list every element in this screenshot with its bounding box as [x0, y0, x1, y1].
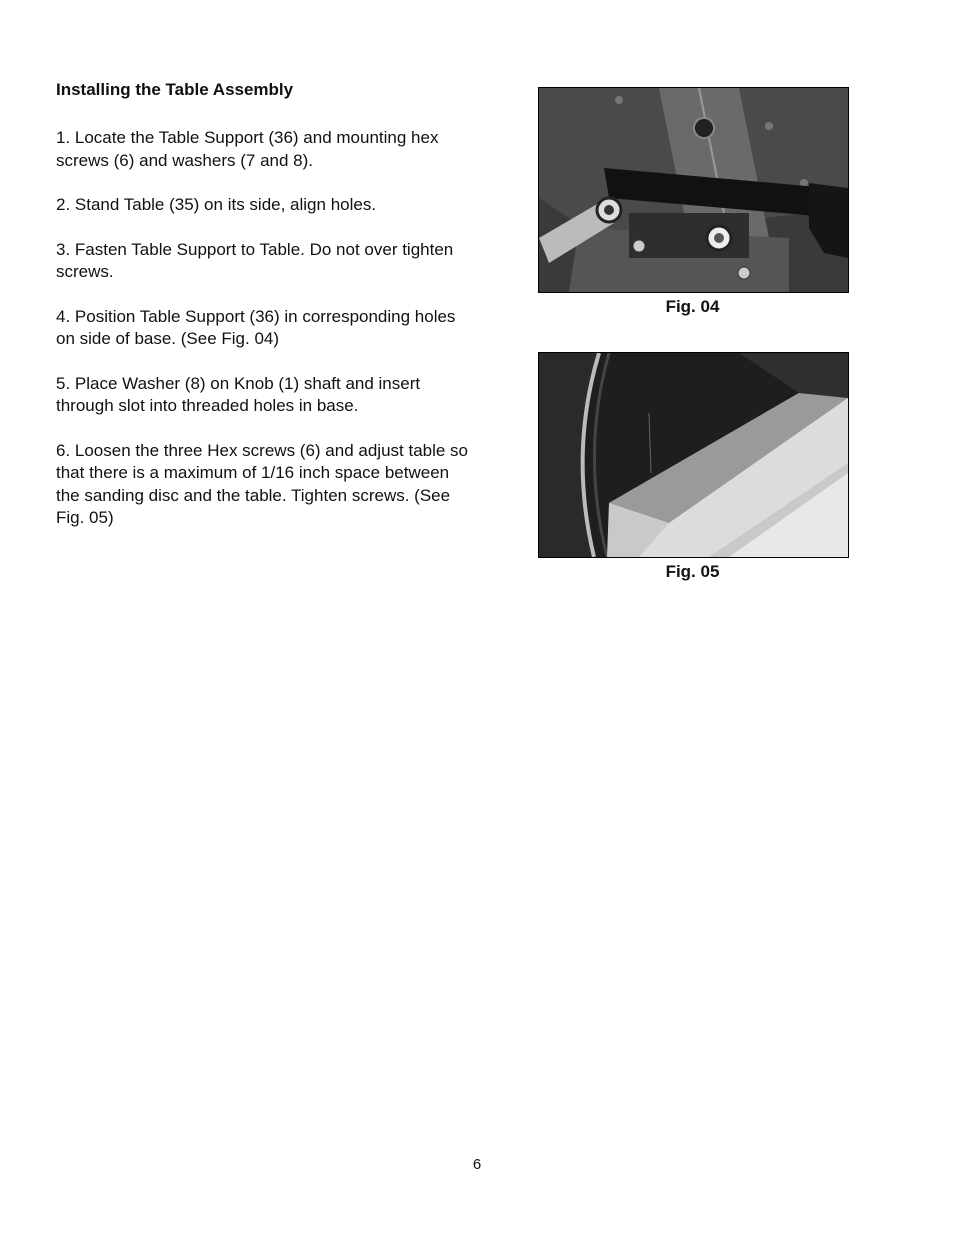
- step-4: 4. Position Table Support (36) in corresponding holes on side of base. (See Fig. 04): [56, 306, 456, 348]
- sanding-disc-table-photo: [539, 353, 848, 557]
- figure-04-caption: Fig. 04: [665, 297, 720, 316]
- section-heading: Installing the Table Assembly: [56, 80, 294, 99]
- figure-05: [538, 352, 849, 583]
- step-1: 1. Locate the Table Support (36) and mounting hex screws (6) and washers (7 and 8).: [56, 128, 439, 170]
- figure-05-photo: [538, 352, 849, 558]
- step-3: 3. Fasten Table Support to Table. Do not over tighten screws.: [56, 239, 454, 281]
- figure-05-caption: Fig. 05: [665, 562, 720, 581]
- page-number: 6: [472, 1156, 482, 1173]
- step-6: 6. Loosen the three Hex screws (6) and adjust table so that there is a maximum of 1/16 inch space between the sanding disc and the table. Tighten screws. (See Fig. 05): [56, 440, 469, 527]
- instructions-column: [56, 79, 476, 552]
- figure-04: [538, 87, 849, 318]
- step-2: 2. Stand Table (35) on its side, align holes.: [56, 195, 377, 214]
- table-support-photo: [539, 88, 848, 292]
- step-5: 5. Place Washer (8) on Knob (1) shaft and insert through slot into threaded holes in base.: [56, 373, 421, 415]
- figure-04-photo: [538, 87, 849, 293]
